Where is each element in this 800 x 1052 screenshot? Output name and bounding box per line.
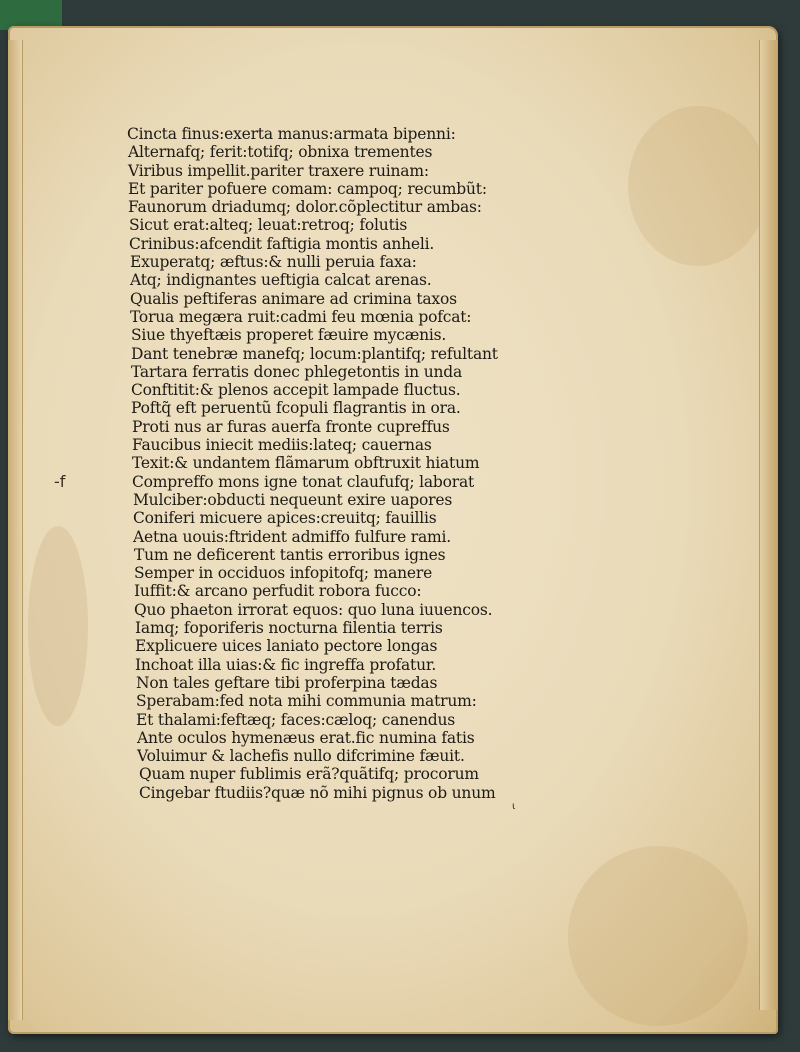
text-line: Crinibus:afcendit faftigia montis anheli. [129, 234, 435, 253]
text-line: Iamq; foporiferis nocturna filentia terris [135, 619, 443, 638]
text-line: Siue thyeftæis properet fæuire mycænis. [131, 326, 447, 345]
text-line: Et thalami:feftæq; faces:cæloq; canendus [136, 710, 456, 729]
text-line: Texit:& undantem flãmarum obftruxit hiatum [132, 454, 480, 473]
text-line: Ante oculos hymenæus erat.fic numina fatis [137, 728, 475, 747]
text-line: Explicuere uices laniato pectore longas [135, 637, 438, 656]
text-line: Faunorum driadumq; dolor.cõplectitur ambas: [128, 198, 482, 217]
text-line: Conftitit:& plenos accepit lampade fluctus. [131, 381, 461, 400]
text-line: Aetna uouis:ftrident admiffo fulfure rami. [133, 527, 452, 546]
text-line: Proti nus ar furas auerfa fronte cupreffus [132, 417, 450, 436]
text-line: Poftq̃ eft peruentũ fcopuli flagrantis in ora. [131, 399, 461, 418]
margin-mark: -f [54, 472, 66, 491]
text-line: Qualis peftiferas animare ad crimina taxos [130, 289, 457, 308]
text-line: Alternafq; ferit:totifq; obnixa trementes [128, 143, 433, 162]
text-line: Viribus impellit.pariter traxere ruinam: [128, 161, 429, 180]
text-line: Atq; indignantes ueftigia calcat arenas. [130, 271, 432, 290]
text-line: Coniferi micuere apices:creuitq; fauillis [133, 509, 437, 528]
margin-mark: ɩ [512, 801, 516, 812]
text-line: Faucibus iniecit mediis:lateq; cauernas [132, 436, 432, 455]
text-line: Sperabam:fed nota mihi communia matrum: [136, 692, 477, 711]
text-line: Dant tenebræ manefq; locum:plantifq; refultant [131, 344, 498, 363]
text-line: Exuperatq; æftus:& nulli peruia faxa: [130, 253, 417, 272]
text-line: Semper in occiduos infopitofq; manere [134, 564, 433, 583]
text-line: Tum ne deficerent tantis erroribus ignes [134, 545, 446, 564]
text-line: Quo phaeton irrorat equos: quo luna iuuencos. [134, 600, 493, 619]
text-line: Cincta finus:exerta manus:armata bipenni: [127, 125, 456, 143]
text-line: Quam nuper fublimis erã?quãtifq; procorum [139, 765, 479, 784]
paper-stain [568, 846, 748, 1026]
page-edge-right [759, 40, 778, 1010]
text-line: Iuffit:& arcano perfudit robora fucco: [134, 582, 422, 601]
text-line: Compreffo mons igne tonat claufufq; laborat [132, 472, 475, 491]
text-line: Non tales geftare tibi proferpina tædas [136, 673, 438, 692]
text-line: Sicut erat:alteq; leuat:retroq; folutis [129, 216, 408, 235]
text-line: Torua megæra ruit:cadmi feu mœnia pofcat: [130, 307, 472, 326]
text-line: Cingebar ftudiis?quæ nõ mihi pignus ob unum [139, 783, 496, 802]
text-line: Et pariter pofuere comam: campoq; recumbũt: [128, 179, 487, 198]
paper-stain [628, 106, 768, 266]
text-line: Tartara ferratis donec phlegetontis in unda [131, 362, 463, 381]
text-line: Voluimur & lachefis nullo difcrimine fæuit. [137, 747, 465, 766]
text-line: Mulciber:obducti nequeunt exire uapores [133, 490, 453, 509]
page-edge-left [8, 40, 23, 1020]
text-line: Inchoat illa uias:& fic ingreffa profatur. [135, 655, 437, 674]
verse-text-block [127, 125, 527, 802]
paper-stain [28, 526, 88, 726]
